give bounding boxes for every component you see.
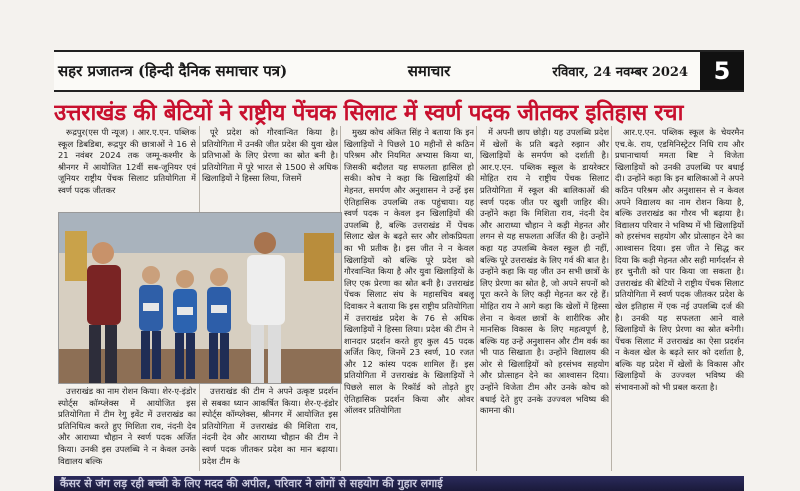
- section-title: समाचार: [407, 62, 451, 80]
- masthead: [54, 50, 744, 92]
- paragraph: उत्तराखंड का नाम रोशन किया। शेर-ए-इंडोर स्पोर्ट्स कॉम्प्लेक्स में आयोजित इस प्रतियोगिता में टीम रेगु इवेंट में उत्तराखंड का प्रतिनिधित्व करते हुए मिशिता राव, नंदनी देव और आराध्या चौहान ने स्वर्ण पदक अर्जित किया। उनकी इस उपलब्धि ने न केवल उनके विद्यालय बल्कि: [58, 386, 196, 466]
- article-column-2-top: [202, 127, 338, 211]
- article-column-1-top: [58, 127, 196, 211]
- paragraph: आर.ए.एन. पब्लिक स्कूल के चेयरमैन एच.के. राय, एडमिनिस्ट्रेटर निधि राय और प्रधानाचार्या ममता बिष्ट ने विजेता खिलाड़ियों को उनकी उपलब्धि पर बधाई दी। उन्होंने कहा कि इन बालिकाओं ने अपने कठिन परिश्रम और अनुशासन से न केवल अपने विद्यालय का नाम रोशन किया है, बल्कि उत्तराखंड का गौरव भी बढ़ाया है। विद्यालय परिवार ने भविष्य में भी खिलाड़ियों को हरसंभव सहयोग और प्रोत्साहन देने का आश्वासन दिया। इस जीत ने सिद्ध कर दिया कि कड़ी मेहनत और सही मार्गदर्शन से हर चुनौती को पार किया जा सकता है। उत्तराखंड की बेटियों ने राष्ट्रीय पेंचक सिलाट प्रतियोगिता में स्वर्ण पदक जीतकर प्रदेश के खेल इतिहास में एक नई उपलब्धि दर्ज की है। उनकी यह सफलता आने वाले खिलाड़ियों के लिए प्रेरणा का स्रोत बनेगी। पेंचक सिलाट में उत्तराखंड का ऐसा प्रदर्शन न केवल खेल के बढ़ते स्तर को दर्शाता है, बल्कि यह प्रदेश में खेलों के विकास और खिलाड़ियों के उज्ज्वल भविष्य की संभावनाओं को भी प्रबल करता है।: [615, 127, 744, 393]
- article-column-1-bottom: [58, 386, 196, 474]
- article-column-3: [344, 127, 474, 474]
- paragraph: पूरे प्रदेश को गौरवान्वित किया है। प्रतियोगिता में उनकी जीत प्रदेश की युवा खेल प्रतिभाओं के लिए प्रेरणा का स्रोत बनी है। प्रतियोगिता में पूरे भारत से 1500 से अधिक खिलाड़ियों ने हिस्सा लिया, जिसमें: [202, 127, 338, 184]
- column-divider: [476, 126, 477, 471]
- publication-name: सहर प्रजातन्त्र (हिन्दी दैनिक समाचार पत्र): [58, 62, 288, 80]
- paragraph: मुख्य कोच अंकित सिंह ने बताया कि इन खिलाड़ियों ने पिछले 10 महीनों से कठिन परिश्रम और नियमित अभ्यास किया था, जिसकी बदौलत यह सफलता हासिल हो सकी। कोच ने कहा कि खिलाड़ियों की मेहनत, समर्पण और अनुशासन ने उन्हें इस ऐतिहासिक उपलब्धि तक पहुंचाया। यह स्वर्ण पदक न केवल इन खिलाड़ियों की उपलब्धि है, बल्कि उत्तराखंड में पेंचक सिलाट खेल के बढ़ते स्तर और लोकप्रियता का भी प्रतीक है। इस जीत ने न केवल खिलाड़ियों को बल्कि पूरे प्रदेश को गौरवान्वित किया है और युवा खिलाड़ियों के लिए एक प्रेरणा का स्रोत बनी है। उत्तराखंड पेंचक सिलाट संघ के महासचिव बबलू दिवाकर ने बताया कि इस राष्ट्रीय प्रतियोगिता में उत्तराखंड प्रदेश के 76 से अधिक खिलाड़ियों ने हिस्सा लिया। प्रदेश की टीम ने शानदार प्रदर्शन करते हुए कुल 45 पदक अर्जित किए, जिनमें 23 स्वर्ण, 10 रजत और 12 कांस्य पदक शामिल हैं। इस प्रतियोगिता में उत्तराखंड के खिलाड़ियों ने पिछले साल के रिकॉर्ड को तोड़ते हुए ऐतिहासिक प्रदर्शन किया और ओवर ऑलवर प्रतियोगिता: [344, 127, 474, 416]
- paragraph: उत्तराखंड की टीम ने अपने उत्कृष्ट प्रदर्शन से सबका ध्यान आकर्षित किया। शेर-ए-इंडोर स्पोर्ट्स कॉम्प्लेक्स, श्रीनगर में आयोजित इस प्रतियोगिता में उत्तराखंड की मिशिता राव, नंदनी देव और आराध्या चौहान की टीम ने स्वर्ण पदक जीतकर प्रदेश का मान बढ़ाया। प्रदेश टीम के: [202, 386, 338, 466]
- article-photo: [58, 212, 342, 384]
- next-article-strip: [54, 476, 744, 491]
- article-headline: उत्तराखंड की बेटियों ने राष्ट्रीय पेंचक सिलाट में स्वर्ण पदक जीतकर इतिहास रचा: [54, 100, 684, 126]
- article-column-4: [480, 127, 609, 474]
- issue-date: रविवार, 24 नवम्बर 2024: [552, 65, 688, 80]
- page-number: 5: [700, 52, 744, 90]
- article-column-5: [615, 127, 744, 474]
- paragraph: रूद्रपुर(एस पी न्यूज) । आर.ए.एन. पब्लिक स्कूल डिबडिबा, रूद्रपुर की छात्राओं ने 16 से 21 नवंबर 2024 तक जम्मू-कश्मीर के श्रीनगर में आयोजित 12वीं सब-जूनियर एवं जूनियर राष्ट्रीय पेंचक सिलाट प्रतियोगिता में स्वर्ण पदक जीतकर: [58, 127, 196, 195]
- next-article-headline: कैंसर से जंग लड़ रही बच्ची के लिए मदद की अपील, परिवार ने लोगों से सहयोग की गुहार लगाई: [60, 477, 443, 490]
- column-divider: [611, 126, 612, 471]
- paragraph: में अपनी छाप छोड़ी। यह उपलब्धि प्रदेश में खेलों के प्रति बढ़ते रुझान और खिलाड़ियों के समर्पण को दर्शाती है। आर.ए.एन. पब्लिक स्कूल के डायरेक्टर मोहित राय ने राष्ट्रीय पेंचक सिलाट प्रतियोगिता में स्कूल की बालिकाओं की स्वर्ण पदक जीत पर खुशी जाहिर की। उन्होंने कहा कि मिशिता राव, नंदनी देव और आराध्या चौहान ने कड़ी मेहनत और लगन से यह सफलता अर्जित की है। उन्होंने कहा यह उपलब्धि केवल स्कूल ही नहीं, बल्कि पूरे उत्तराखंड के लिए गर्व की बात है। उन्होंने कहा कि यह जीत उन सभी छात्रों के लिए प्रेरणा का स्रोत है, जो अपने सपनों को पूरा करने के लिए कड़ी मेहनत कर रहे हैं। मोहित राय ने आगे कहा कि खेलों में हिस्सा लेना न केवल छात्रों के शारीरिक और मानसिक विकास के लिए महत्वपूर्ण है, बल्कि यह उन्हें अनुशासन और टीम वर्क का भी पाठ सिखाता है। उन्होंने विद्यालय की ओर से खिलाड़ियों को हरसंभव सहयोग और प्रोत्साहन देने का आश्वासन दिया। उन्होंने विजेता टीम और उनके कोच को बधाई देते हुए उनके उज्ज्वल भविष्य की कामना की।: [480, 127, 609, 416]
- article-column-2-bottom: [202, 386, 338, 474]
